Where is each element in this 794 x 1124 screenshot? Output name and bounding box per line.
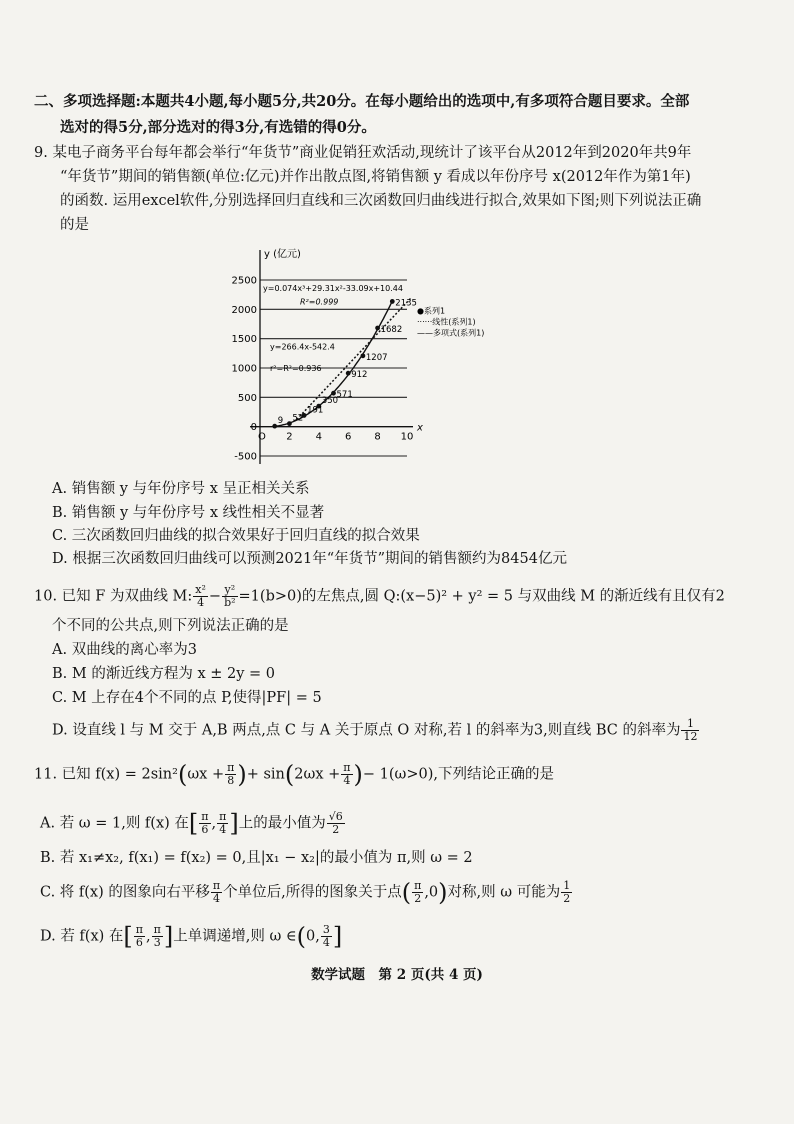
legend-entry: ——多项式(系列1): [417, 328, 485, 338]
paren-close: ): [237, 760, 247, 789]
y-tick-label: 2500: [232, 275, 257, 287]
q11-option-a: [40, 811, 346, 836]
data-label: 2135: [395, 298, 417, 309]
frac-sqrt6-2: [327, 811, 345, 836]
q11-stem-a: 11. 已知 f(x) = 2sin²: [34, 766, 178, 783]
data-point: [361, 353, 366, 358]
y-tick-label: 500: [237, 392, 257, 404]
frac-den: 4: [343, 774, 351, 787]
q11-option-c: [40, 880, 573, 905]
y-tick-label: 1000: [232, 363, 257, 375]
q11-option-d: [40, 924, 342, 949]
cubic-r2: R²=0.999: [300, 297, 339, 307]
frac-den: 4: [212, 892, 220, 905]
origin-label: O: [258, 431, 266, 443]
q10-option-c: C. M 上存在4个不同的点 P,使得|PF| = 5: [52, 690, 322, 706]
q11-frac-pi-8: [225, 762, 236, 787]
bracket-open: [: [188, 809, 199, 838]
frac-3-4: [321, 924, 332, 949]
frac-1-2: [561, 880, 572, 905]
x-tick-label: 6: [345, 431, 352, 443]
q9-stem-line1: 9. 某电子商务平台每年都会举行“年货节”商业促销狂欢活动,现统计了该平台从2012年到2020年共9年: [34, 145, 692, 161]
data-label: 1207: [365, 352, 388, 363]
q11-option-d-text: D. 若 f(x) 在: [40, 928, 124, 945]
q9-option-c: C. 三次函数回归曲线的拟合效果好于回归直线的拟合效果: [52, 528, 420, 544]
q10-option-d: [52, 718, 700, 743]
q11-option-c-text3: 对称,则 ω 可能为: [447, 884, 561, 901]
data-label: 912: [351, 370, 368, 381]
q11-option-a-text2: 上的最小值为: [238, 815, 326, 832]
frac-den: 2: [332, 823, 340, 836]
page-footer: 数学试题 第 2 页(共 4 页): [311, 967, 483, 983]
data-point: [272, 424, 277, 429]
paren-open: (: [284, 760, 295, 789]
data-label: 191: [307, 405, 324, 416]
q10-stem-line2: 个不同的公共点,则下列说法正确的是: [52, 618, 289, 634]
y-tick-label: 1500: [232, 334, 257, 346]
frac-num: π: [135, 923, 144, 936]
y-tick-label: -500: [234, 451, 257, 463]
data-label: 9: [277, 416, 284, 427]
data-label: 350: [321, 396, 339, 407]
bracket-close: ]: [163, 922, 174, 951]
q10-frac-y2-over-b2: [222, 584, 237, 609]
paren-open: (: [177, 760, 188, 789]
frac-num: π: [227, 761, 235, 774]
interval-start: 0,: [306, 928, 320, 945]
data-point: [287, 421, 292, 426]
q10-stem-b: =1(b>0)的左焦点,圆 Q:(x−5)² + y² = 5 与双曲线 M 的渐近线有且仅有2: [238, 588, 725, 605]
q11-frac-pi-4: [341, 762, 352, 787]
sales-scatter-chart: [232, 236, 522, 474]
y-tick-label: 0: [250, 422, 257, 434]
q11-option-c-text2: 个单位后,所得的图象关于点: [223, 884, 402, 901]
data-point: [346, 371, 351, 376]
q11-stem-e: − 1(ω>0),下列结论正确的是: [362, 766, 554, 783]
q9-stem-line2: “年货节”期间的销售额(单位:亿元)并作出散点图,将销售额 y 看成以年份序号 x(2012年作为第1年): [60, 169, 691, 185]
section-heading-line2: 选对的得5分,部分选对的得3分,有选错的得0分。: [60, 119, 376, 136]
q11-option-c-text: C. 将 f(x) 的图象向右平移: [40, 884, 210, 901]
frac-pi-3: [152, 924, 163, 949]
linear-r2: r²=R²=0.936: [270, 364, 322, 373]
frac-den: 2: [414, 892, 422, 905]
data-label: 571: [336, 390, 353, 401]
q11-stem-d: 2ωx +: [294, 766, 341, 783]
x-axis-label: x: [417, 422, 423, 434]
frac-pi-6: [199, 811, 210, 836]
bracket-close: ]: [229, 809, 239, 838]
y-axis-label: y (亿元): [264, 249, 301, 260]
frac-num: π: [219, 810, 227, 823]
frac-pi-2: [412, 880, 423, 905]
q10-option-d-frac: [681, 718, 699, 743]
x-tick-label: 10: [400, 431, 414, 443]
frac-num: 1: [681, 718, 699, 731]
q11-stem-b: ωx +: [187, 766, 225, 783]
paren-open: (: [401, 878, 412, 907]
frac-den: 4: [322, 936, 330, 949]
cubic-equation: y=0.074x³+29.31x²-33.09x+10.44: [263, 284, 403, 293]
linear-fit-line: [297, 298, 412, 420]
frac-den: 2: [563, 892, 571, 905]
paren-open: (: [296, 922, 306, 951]
frac-den: 12: [683, 730, 698, 743]
frac-num: π: [343, 761, 351, 774]
frac-pi-6: [134, 924, 145, 949]
q9-option-a: A. 销售额 y 与年份序号 x 呈正相关关系: [52, 481, 310, 497]
q11-stem: [34, 762, 554, 787]
comma: ,: [211, 815, 217, 832]
frac-pi-4: [217, 811, 228, 836]
point-y: ,0: [424, 884, 439, 901]
legend-entry: ●系列1: [417, 306, 446, 316]
x-tick-label: 8: [374, 431, 381, 443]
frac-num: π: [414, 879, 422, 892]
data-label: 1682: [380, 324, 403, 335]
paren-close: ): [438, 878, 448, 907]
frac-num: 1: [563, 879, 571, 892]
frac-num: π: [153, 923, 161, 936]
q10-frac-x2-over-4: [193, 584, 208, 609]
bracket-close: ]: [332, 922, 343, 951]
q10-minus: −: [208, 588, 222, 605]
paren-close: ): [353, 760, 363, 789]
q10-stem-line1: [34, 584, 725, 609]
bracket-open: [: [123, 922, 133, 951]
frac-num: y²: [222, 584, 237, 597]
data-label: 52: [292, 413, 304, 424]
frac-num: √6: [328, 810, 343, 823]
y-tick-label: 2000: [232, 304, 257, 316]
frac-den: 4: [219, 823, 227, 836]
frac-num: π: [212, 879, 221, 892]
data-point: [390, 299, 395, 304]
data-point: [331, 391, 336, 396]
frac-num: π: [201, 810, 209, 823]
comma: ,: [146, 928, 151, 945]
frac-den: 3: [153, 936, 161, 949]
legend-entry: ······线性(系列1): [417, 317, 476, 327]
q11-option-a-text: A. 若 ω = 1,则 f(x) 在: [40, 815, 189, 832]
q9-stem-line4: 的是: [60, 217, 89, 233]
frac-num: 3: [322, 923, 330, 936]
q9-option-d: D. 根据三次函数回归曲线可以预测2021年“年货节”期间的销售额约为8454亿元: [52, 551, 567, 567]
frac-den: 8: [227, 774, 235, 787]
x-tick-label: 2: [286, 431, 293, 443]
frac-pi-4: [211, 880, 222, 905]
x-tick-label: 4: [315, 431, 322, 443]
frac-den: 6: [135, 936, 143, 949]
frac-den: b²: [224, 596, 236, 609]
q10-option-d-text: D. 设直线 l 与 M 交于 A,B 两点,点 C 与 A 关于原点 O 对称,若 l 的斜率为3,则直线 BC 的斜率为: [52, 722, 681, 739]
q11-stem-c: + sin: [246, 766, 285, 783]
frac-num: x²: [195, 583, 206, 596]
q10-stem-a: 10. 已知 F 为双曲线 M:: [34, 588, 193, 605]
linear-equation: y=266.4x-542.4: [270, 342, 335, 352]
frac-den: 6: [201, 823, 209, 836]
q9-option-b: B. 销售额 y 与年份序号 x 线性相关不显著: [52, 505, 325, 521]
data-point: [375, 326, 380, 331]
section-heading-line1: 二、多项选择题:本题共4小题,每小题5分,共20分。在每小题给出的选项中,有多项符合题目要求。全部: [34, 93, 690, 110]
q10-option-b: B. M 的渐近线方程为 x ± 2y = 0: [52, 666, 275, 682]
q11-option-b: B. 若 x₁≠x₂, f(x₁) = f(x₂) = 0,且|x₁ − x₂|的最小值为 π,则 ω = 2: [40, 850, 473, 866]
q9-stem-line3: 的函数. 运用excel软件,分别选择回归直线和三次函数回归曲线进行拟合,效果如下图;则下列说法正确: [60, 193, 702, 209]
frac-den: 4: [197, 596, 205, 609]
q11-option-d-text2: 上单调递增,则 ω ∈: [173, 928, 297, 945]
q10-option-a: A. 双曲线的离心率为3: [52, 642, 197, 658]
